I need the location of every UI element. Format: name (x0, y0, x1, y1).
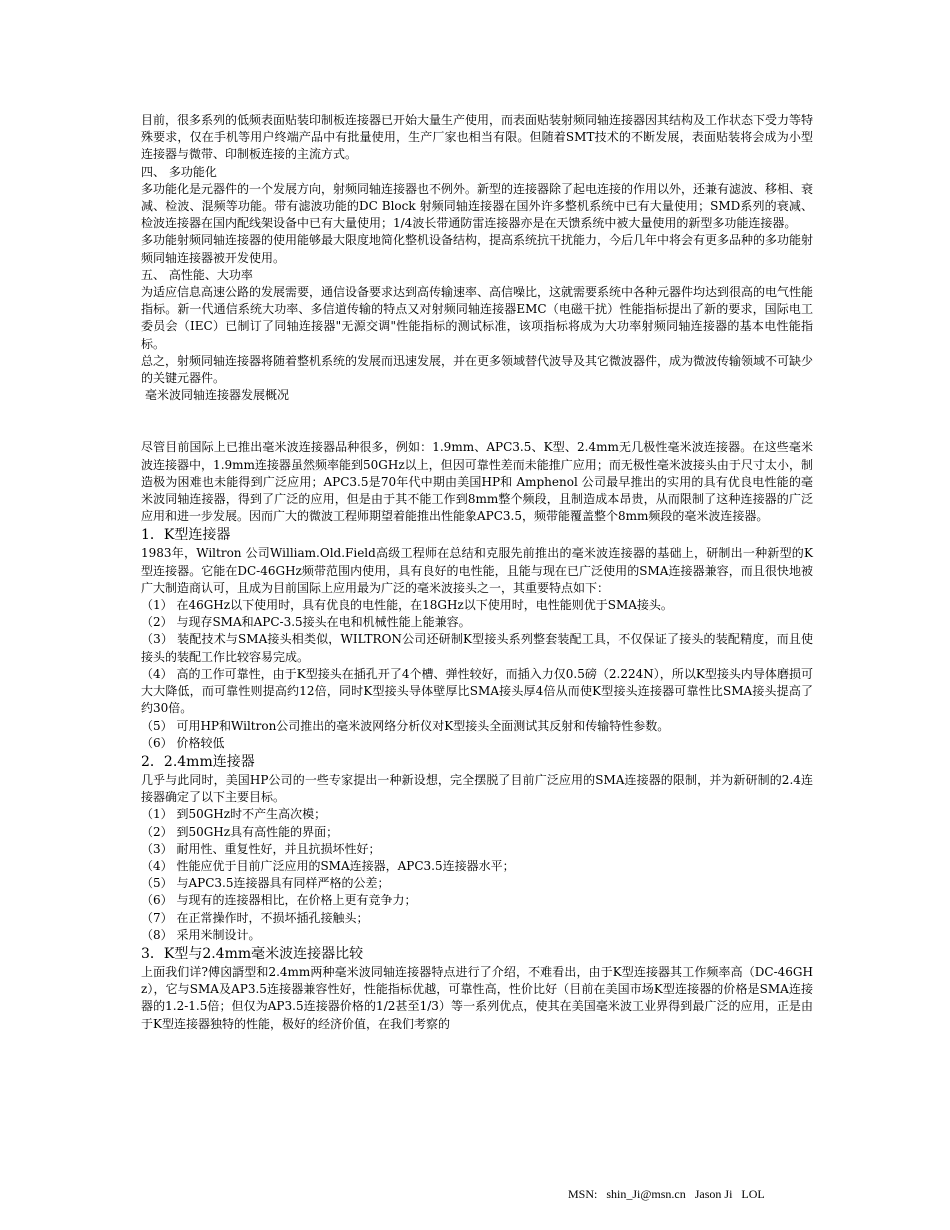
section-heading-high-performance: 五、 高性能、大功率 (141, 267, 253, 282)
list-item: （5） 与APC3.5连接器具有同样严格的公差； (141, 876, 390, 891)
paragraph-intro: 目前，很多系列的低频表面贴装印制板连接器已开始大量生产使用，而表面贴装射频同轴连接器因其结构及工作状态下受力等特殊要求，仅在手机等用户终端产品中有批量使用，生产厂家也相当有限。但随着SMT技术的不断发展，表面贴装将会成为小型连接器与微带、印制板连接的主流方式。 (141, 113, 814, 162)
list-item: （7） 在正常操作时，不损坏插孔接触头； (141, 910, 369, 925)
paragraph-multifunction-1: 多功能化是元器件的一个发展方向，射频同轴连接器也不例外。新型的连接器除了起电连接的作用以外，还兼有滤波、移相、衰减、检波、混频等功能。带有滤波功能的DC Block 射频同轴连接器在国外许多整机系统中已有大量使用；SMD系列的衰减、检波连接器在国内配线架设备中已有大量使用；1/4波长带通防雷连接器亦是在天馈系统中被大量使用的新型多功能连接器。 (141, 181, 814, 231)
paragraph-multifunction-2: 多功能射频同轴连接器的使用能够最大限度地简化整机设备结构，提高系统抗干扰能力，今后几年中将会有更多品种的多功能射频同轴连接器被开发使用。 (141, 233, 814, 265)
paragraph-k-connector: 1983年，Wiltron 公司William.Old.Field高级工程师在总结和克服先前推出的毫米波连接器的基础上，研制出一种新型的K型连接器。它能在DC-46GHz频带范围内使用，具有良好的电性能，且能与现在已广泛使用的SMA连接器兼容，而且很快地被广大制造商认可，且成为目前国际上应用最为广泛的毫米波接头之一，其重要特点如下： (141, 546, 813, 595)
paragraph-2-4mm-connector: 几乎与此同时，美国HP公司的一些专家提出一种新设想，完全摆脱了目前广泛应用的SMA连接器的限制，并为新研制的2.4连接器确定了以下主要目标。 (141, 772, 813, 805)
list-item: （1） 在46GHz以下使用时，具有优良的电性能，在18GHz以下使用时，电性能则优于SMA接头。 (141, 598, 673, 613)
document-body (141, 112, 813, 1033)
list-item: （5） 可用HP和Wiltron公司推出的毫米波网络分析仪对K型接头全面测试其反射和传输特性参数。 (141, 718, 670, 733)
list-item: （6） 与现有的连接器相比，在价格上更有竞争力； (141, 893, 417, 908)
spacer (141, 404, 813, 439)
paragraph-mmwave-overview: 尽管目前国际上已推出毫米波连接器品种很多，例如：1.9mm、APC3.5、K型、2.4mm无几极性毫米波连接器。在这些毫米波连接器中，1.9mm连接器虽然频率能到50GHz以上，但因可靠性差而未能推广应用；而无极性毫米波接头由于尺寸太小，制造极为困难也未能得到广泛应用；APC3.5是70年代中期由美国HP和 Amphenol 公司最早推出的实用的具有优良电性能的毫米波同轴连接器，得到了广泛的应用，但是由于其不能工作到8mm整个频段，且制造成本昂贵，从而限制了这种连接器的广泛应用和进一步发展。因而广大的微波工程师期望着能推出性能象APC3.5，频带能覆盖整个8mm频段的毫米波连接器。 (141, 440, 813, 524)
list-item: （1） 到50GHz时不产生高次模； (141, 807, 327, 822)
list-item: （4） 性能应优于目前广泛应用的SMA连接器，APC3.5连接器水平； (141, 858, 515, 873)
paragraph-high-performance: 为适应信息高速公路的发展需要，通信设备要求达到高传输速率、高信噪比，这就需要系统中各种元器件均达到很高的电气性能指标。新一代通信系统大功率、多信道传输的特点又对射频同轴连接器EMC（电磁干扰）性能指标提出了新的要求，国际电工委员会（IEC）已制订了同轴连接器"无源交调"性能指标的测试标准，该项指标将成为大功率射频同轴连接器的基本电性能指标。 (141, 285, 814, 351)
list-item: （6） 价格较低 (141, 735, 225, 750)
list-item: （3） 装配技术与SMA接头相类似，WILTRON公司还研制K型接头系列整套装配工具，不仅保证了接头的装配精度，而且使接头的装配工作比较容易完成。 (141, 632, 813, 664)
list-item: （4） 高的工作可靠性，由于K型接头在插孔开了4个槽、弹性较好，而插入力仅0.5磅（2.224N），所以K型接头内导体磨损可大大降低，而可靠性则提高约12倍，同时K型接头导体壁厚比SMA接头厚4倍从而使K型接头连接器可靠性比SMA接头提高了约30倍。 (141, 666, 813, 716)
list-item: （3） 耐用性、重复性好，并且抗损坏性好； (141, 841, 381, 856)
paragraph-comparison: 上面我们详?傅囟諝型和2.4mm两种毫米波同轴连接器特点进行了介绍，不难看出，由于K型连接器其工作频率高（DC-46GHz），它与SMA及AP3.5连接器兼容性好，性能指标优越，可靠性高，性价比好（目前在美国市场K型连接器的价格是SMA连接器的1.2-1.5倍；但仅为AP3.5连接器价格的1/2甚至1/3）等一系列优点，使其在美国毫米波工业界得到最广泛的应用，正是由于K型连接器独特的性能，极好的经济价值，在我们考察的 (141, 964, 813, 1031)
paragraph-summary: 总之，射频同轴连接器将随着整机系统的发展而迅速发展，并在更多领域替代波导及其它微波器件，成为微波传输领域不可缺少的关键元器件。 (141, 353, 814, 386)
page-footer: MSN: shin_Ji@msn.cn Jason Ji LOL (568, 1187, 765, 1201)
heading-k-connector: 1．K型连接器 (141, 527, 231, 544)
heading-comparison: 3．K型与2.4mm毫米波连接器比较 (141, 945, 364, 962)
heading-2-4mm-connector: 2．2.4mm连接器 (141, 753, 255, 770)
list-item: （2） 与现存SMA和APC-3.5接头在电和机械性能上能兼容。 (141, 615, 471, 630)
list-item: （2） 到50GHz具有高性能的界面； (141, 824, 339, 839)
list-item: （8） 采用米制设计。 (141, 927, 261, 942)
heading-mmwave-overview: 毫米波同轴连接器发展概况 (145, 388, 290, 403)
section-heading-multifunction: 四、 多功能化 (141, 164, 217, 179)
